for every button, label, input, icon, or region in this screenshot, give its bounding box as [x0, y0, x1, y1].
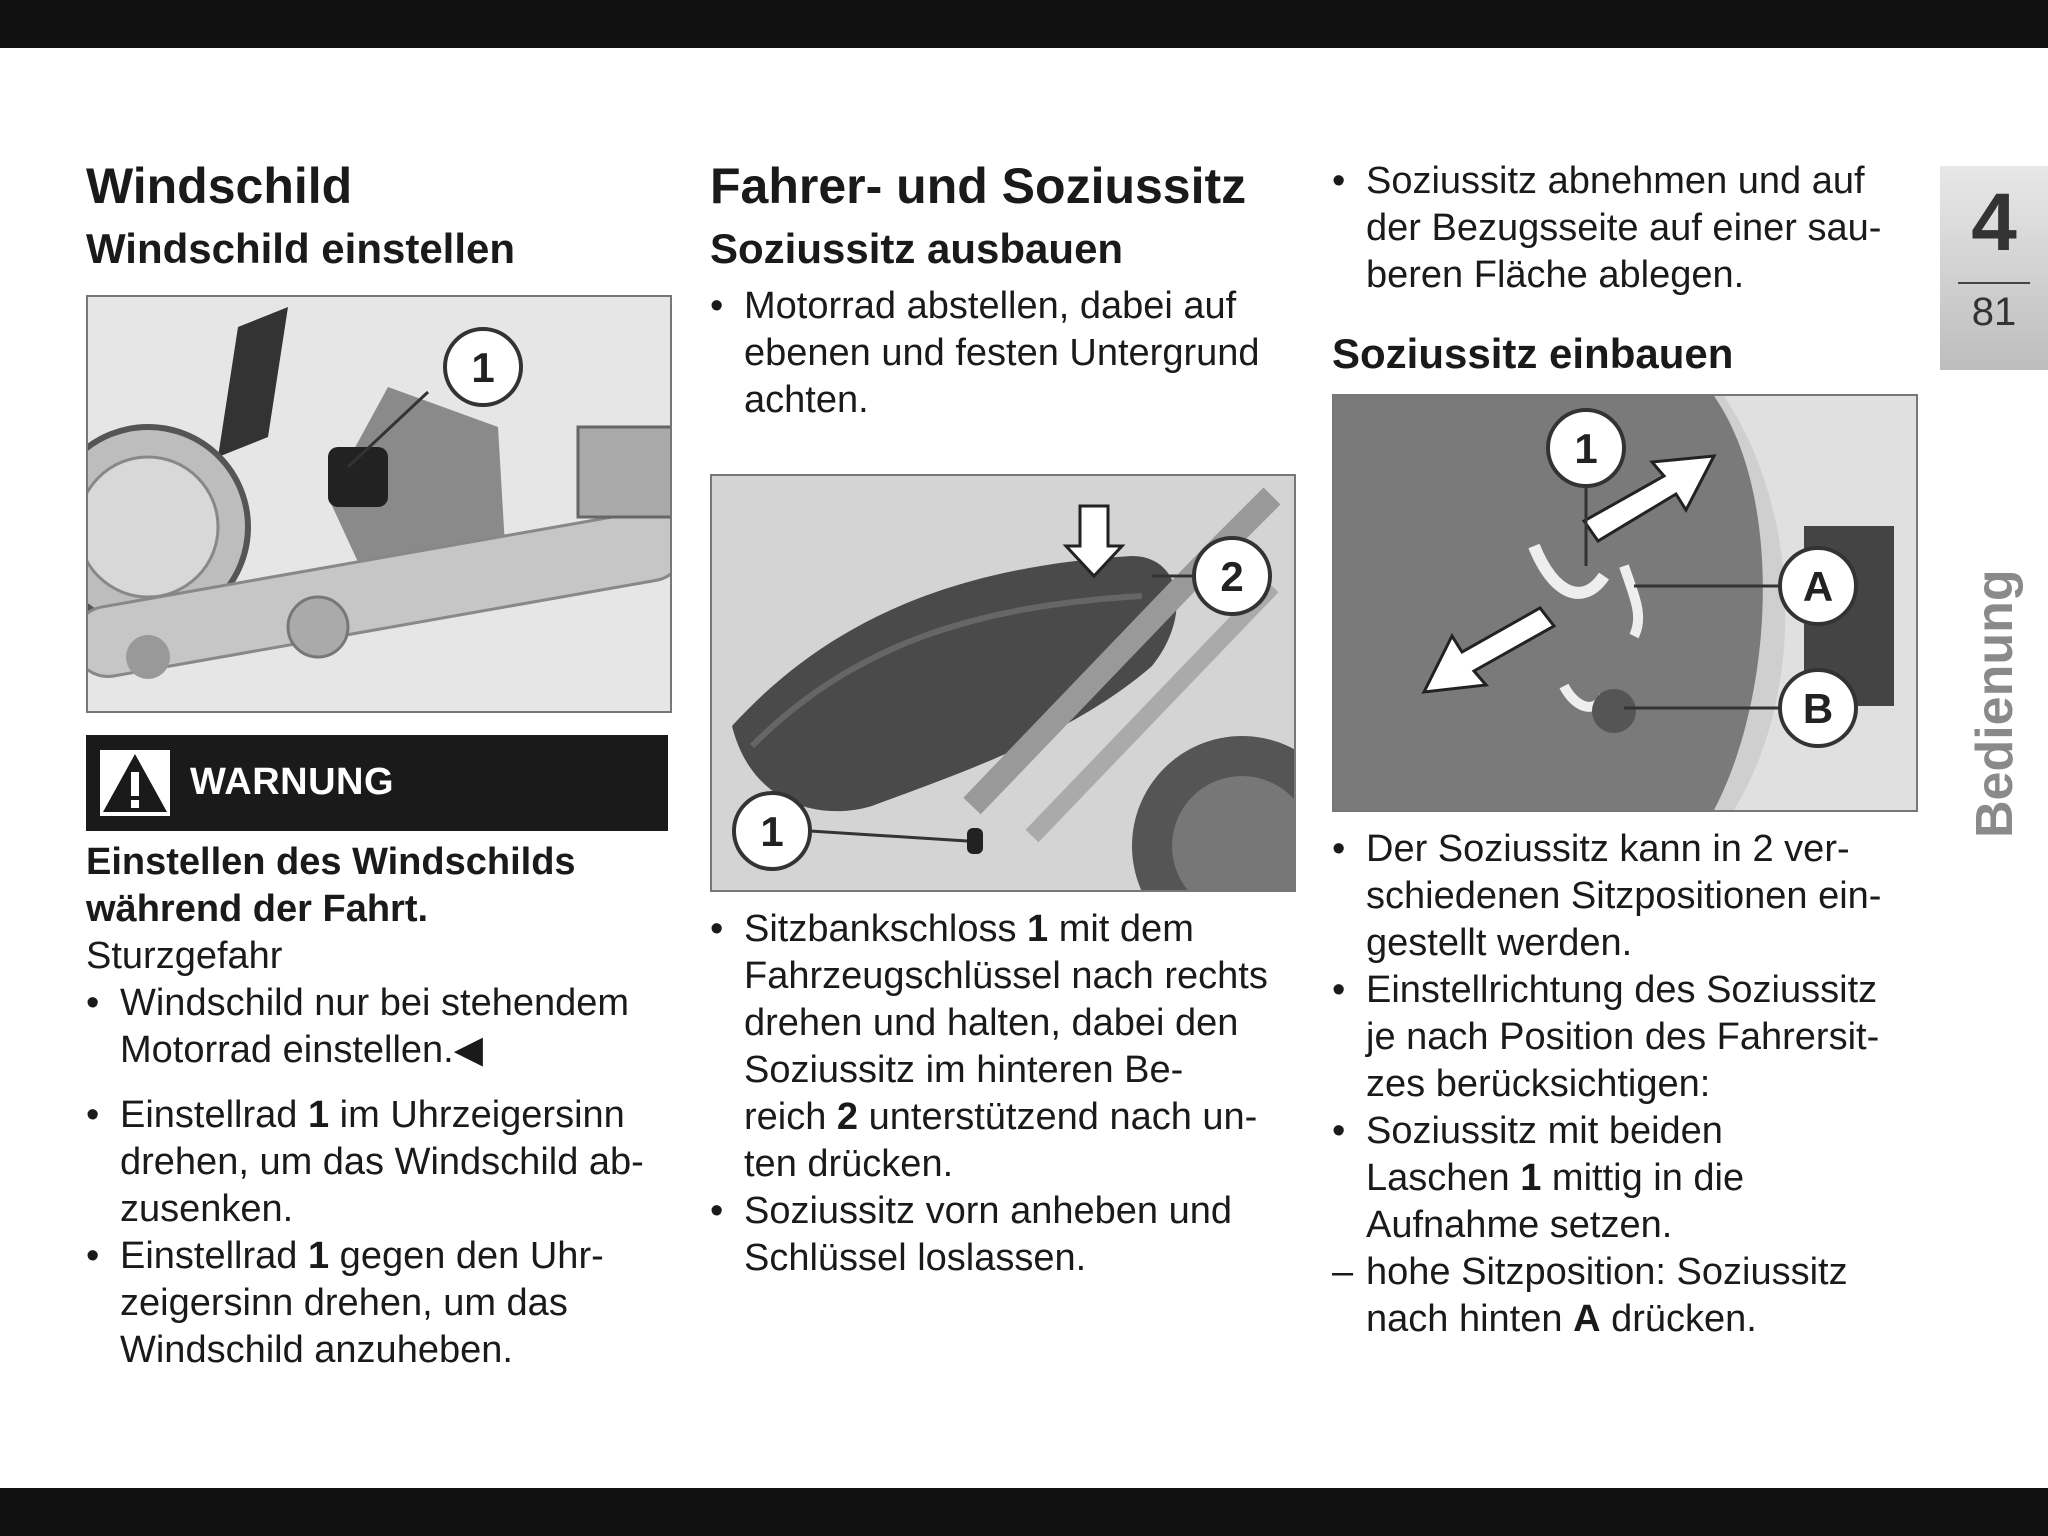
- col3-list-b: [1332, 826, 1922, 1343]
- warning-heading-line2: während der Fahrt.: [86, 887, 429, 930]
- col2-list-b: [710, 906, 1300, 1282]
- subsection-title-windschild-einstellen: Windschild einstellen: [86, 225, 516, 272]
- warning-label: WARNUNG: [190, 761, 395, 804]
- figure1-callout-1: 1: [471, 343, 495, 391]
- list-item: • Sitzbankschloss 1 mit dem Fahrzeugschlüssel nach rechts drehen und halten, dabei den Soziussitz im hinteren Be- reich 2 unterstützend nach un- ten drücken.: [710, 907, 1268, 1185]
- col2-list-a: [710, 283, 1300, 424]
- column-fahrer-soziussitz: [710, 156, 1300, 1282]
- figure-soziussitz-einbauen: [1332, 394, 1918, 812]
- manual-page: [0, 48, 2048, 1488]
- section-title-fahrer-soziussitz: Fahrer- und Soziussitz: [710, 158, 1247, 214]
- warning-text: Sturzgefahr: [86, 934, 283, 977]
- warning-banner: [86, 735, 668, 831]
- figure2-callout-1: 1: [760, 807, 784, 855]
- list-item: • Einstellrad 1 im Uhrzeigersinn drehen, um das Windschild ab- zusenken.: [86, 1093, 644, 1230]
- col1-list-a: [86, 980, 676, 1074]
- windshield-illustration: [88, 297, 670, 711]
- bottom-letterbox: [0, 1488, 2048, 1536]
- column-windschild: [86, 156, 676, 1374]
- figure3-callout-1: 1: [1574, 424, 1598, 472]
- seat-installation-illustration: [1334, 396, 1916, 810]
- figure-soziussitz-ausbauen: [710, 474, 1296, 892]
- col3-list-a: [1332, 158, 1922, 299]
- warning-triangle-icon: [100, 750, 170, 816]
- list-item: • Einstellrad 1 gegen den Uhr- zeigersinn drehen, um das Windschild anzuheben.: [86, 1234, 604, 1371]
- subsection-title-soziussitz-ausbauen: Soziussitz ausbauen: [710, 225, 1124, 272]
- column-soziussitz-einbauen: [1332, 156, 1922, 1343]
- list-item: • Soziussitz abnehmen und auf der Bezugsseite auf einer sau- beren Fläche ablegen.: [1332, 160, 1882, 296]
- chapter-divider: [1958, 282, 2030, 284]
- chapter-number: 4: [1971, 177, 2017, 268]
- list-item: • Der Soziussitz kann in 2 ver- schiedenen Sitzpositionen ein- gestellt werden.: [1332, 827, 1882, 964]
- section-title-windschild: Windschild: [86, 158, 353, 214]
- warning-heading-line1: Einstellen des Windschilds: [86, 840, 576, 883]
- subsection-title-soziussitz-einbauen: Soziussitz einbauen: [1332, 330, 1734, 377]
- figure3-callout-a: A: [1802, 562, 1834, 610]
- top-letterbox: [0, 0, 2048, 48]
- list-item: • Soziussitz vorn anheben und Schlüssel loslassen.: [710, 1189, 1232, 1279]
- list-item: • Einstellrichtung des Soziussitz je nach Position des Fahrersit- zes berücksichtigen:: [1332, 968, 1880, 1105]
- list-item: • Windschild nur bei stehendem Motorrad einstellen.◀: [86, 981, 630, 1071]
- figure-windschild: [86, 295, 672, 713]
- seat-removal-illustration: [712, 476, 1294, 890]
- list-item-dash: – hohe Sitzposition: Soziussitz nach hinten A drücken.: [1332, 1250, 1848, 1340]
- list-item: • Soziussitz mit beiden Laschen 1 mittig in die Aufnahme setzen.: [1332, 1109, 1745, 1246]
- figure3-callout-b: B: [1802, 684, 1834, 732]
- page-number: 81: [1971, 290, 2017, 334]
- col1-list-b: [86, 1092, 676, 1374]
- chapter-tab: [1940, 166, 2048, 370]
- list-item: • Motorrad abstellen, dabei auf ebenen und festen Untergrund achten.: [710, 284, 1260, 421]
- figure2-callout-2: 2: [1220, 552, 1244, 600]
- section-side-label: Bedienung: [1966, 569, 2024, 838]
